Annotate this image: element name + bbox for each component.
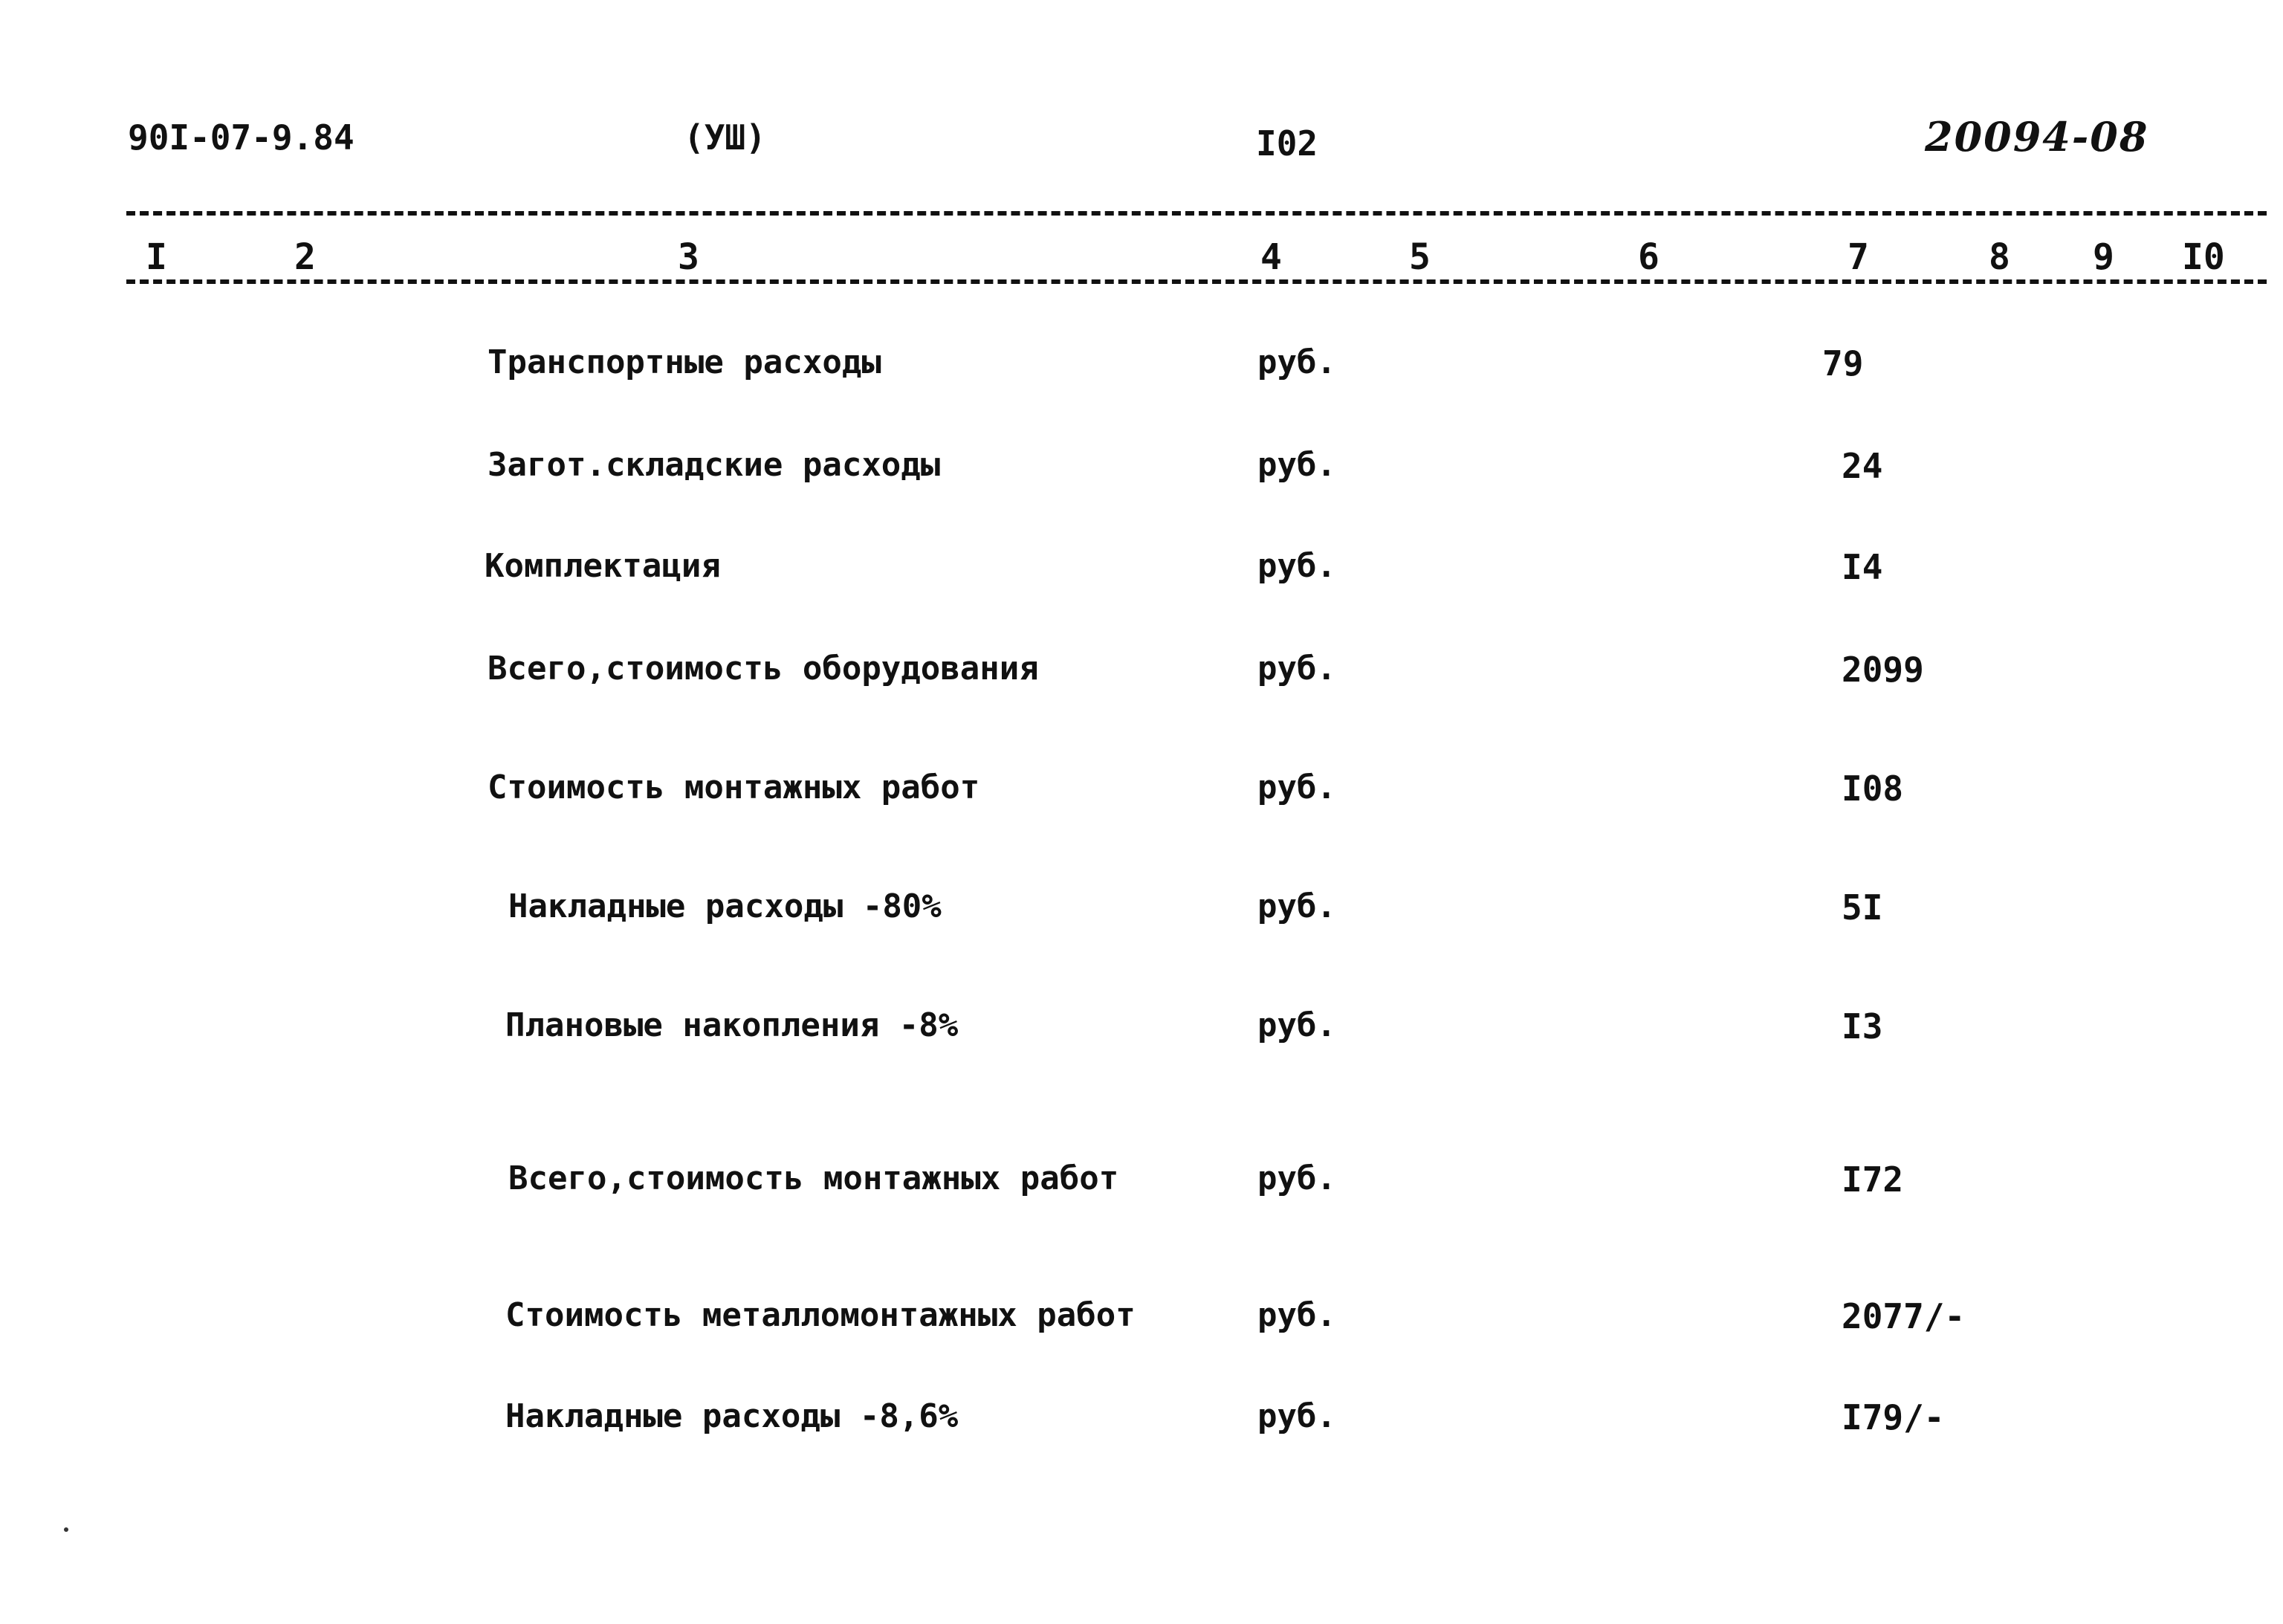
row-name: Загот.складские расходы <box>488 446 941 484</box>
row-name: Плановые накопления -8% <box>505 1006 959 1044</box>
row-value: I72 <box>1842 1159 1904 1200</box>
row-name: Транспортные расходы <box>488 343 881 381</box>
row-name: Комплектация <box>485 547 721 585</box>
row-value: I79/- <box>1842 1397 1945 1437</box>
row-value: 24 <box>1842 446 1883 486</box>
row-value: 2077/- <box>1842 1296 1966 1336</box>
table-row <box>0 547 2283 599</box>
row-value: I4 <box>1842 547 1883 587</box>
row-name: Всего,стоимость оборудования <box>488 650 1039 688</box>
table-row <box>0 1159 2283 1211</box>
row-unit: руб. <box>1257 650 1336 688</box>
row-name: Накладные расходы -80% <box>508 887 942 925</box>
table-row <box>0 446 2283 498</box>
table-row <box>0 343 2283 395</box>
column-number-6: 6 <box>1638 236 1659 278</box>
row-unit: руб. <box>1257 1006 1336 1044</box>
row-name: Стоимость металломонтажных работ <box>505 1296 1136 1334</box>
table-row <box>0 887 2283 939</box>
table-row <box>0 769 2283 821</box>
row-value: I3 <box>1842 1006 1883 1046</box>
row-name: Стоимость монтажных работ <box>488 769 980 806</box>
column-number-5: 5 <box>1409 236 1431 278</box>
row-unit: руб. <box>1257 1159 1336 1197</box>
row-unit: руб. <box>1257 1296 1336 1334</box>
row-unit: руб. <box>1257 547 1336 585</box>
scan-speck <box>64 1527 68 1532</box>
column-number-2: 2 <box>294 236 316 278</box>
row-name: Всего,стоимость монтажных работ <box>508 1159 1119 1197</box>
row-value: I08 <box>1842 769 1904 809</box>
row-value: 2099 <box>1842 650 1924 690</box>
table-row <box>0 1397 2283 1449</box>
table-row <box>0 1296 2283 1348</box>
top-dashed-rule <box>126 211 2267 216</box>
column-number-1: I <box>146 236 167 278</box>
row-unit: руб. <box>1257 1397 1336 1435</box>
column-number-7: 7 <box>1848 236 1869 278</box>
bottom-dashed-rule <box>126 279 2267 284</box>
document-code: 90I-07-9.84 <box>128 117 354 158</box>
page-number: I02 <box>1256 123 1318 164</box>
row-unit: руб. <box>1257 769 1336 806</box>
table-row <box>0 650 2283 702</box>
column-number-10: I0 <box>2182 236 2225 278</box>
handwritten-number: 20094-08 <box>1925 113 2149 161</box>
column-number-3: 3 <box>678 236 699 278</box>
column-number-9: 9 <box>2093 236 2114 278</box>
row-unit: руб. <box>1257 446 1336 484</box>
row-name: Накладные расходы -8,6% <box>505 1397 959 1435</box>
section-label: (УШ) <box>684 117 766 158</box>
column-number-4: 4 <box>1260 236 1282 278</box>
row-unit: руб. <box>1257 887 1336 925</box>
table-row <box>0 1006 2283 1058</box>
row-value: 79 <box>1822 343 1864 384</box>
column-number-8: 8 <box>1989 236 2010 278</box>
row-unit: руб. <box>1257 343 1336 381</box>
row-value: 5I <box>1842 887 1883 928</box>
